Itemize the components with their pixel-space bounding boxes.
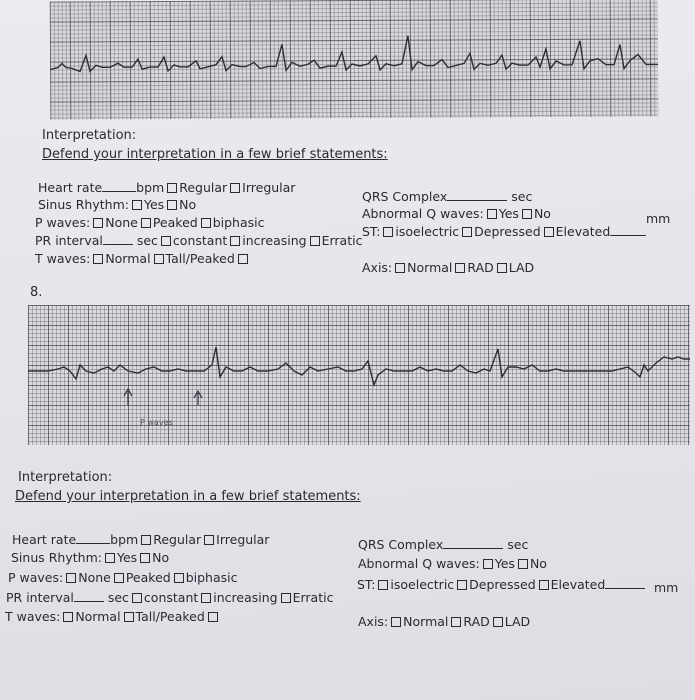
pr-interval-row: PR interval sec constant increasing Erratic <box>35 233 363 248</box>
st-mm-blank[interactable] <box>610 226 646 236</box>
qrs-blank[interactable] <box>447 191 507 201</box>
t-waves-row-2: T waves: Normal Tall/Peaked <box>5 609 220 624</box>
q-no-checkbox[interactable] <box>522 209 532 219</box>
q-yes-checkbox[interactable] <box>487 209 497 219</box>
defend-heading: Defend your interpretation in a few brief statements: <box>42 147 388 162</box>
st-row: ST: isoelectric Depressed Elevated <box>362 224 646 239</box>
axis-rad-checkbox-2[interactable] <box>451 617 461 627</box>
t-normal-checkbox[interactable] <box>93 254 103 264</box>
st-row-2: ST: isoelectric Depressed Elevated <box>357 577 645 592</box>
ecg-trace-bottom <box>28 305 690 445</box>
pr-increasing-checkbox[interactable] <box>230 236 240 246</box>
defend-heading-2: Defend your interpretation in a few brief statements: <box>15 489 361 504</box>
t-tall-checkbox[interactable] <box>154 254 164 264</box>
t-normal-checkbox-2[interactable] <box>63 612 73 622</box>
q-no-checkbox-2[interactable] <box>518 559 528 569</box>
pr-constant-checkbox-2[interactable] <box>132 593 142 603</box>
p-none-checkbox[interactable] <box>93 218 103 228</box>
qrs-row: QRS Complex sec <box>362 189 533 204</box>
axis-normal-checkbox[interactable] <box>395 263 405 273</box>
heart-rate-blank[interactable] <box>102 182 136 192</box>
pr-erratic-checkbox-2[interactable] <box>281 593 291 603</box>
qrs-row-2: QRS Complex sec <box>358 537 529 552</box>
axis-row-2: Axis: Normal RAD LAD <box>358 614 531 629</box>
ecg-strip-bottom <box>28 305 690 445</box>
regular-checkbox[interactable] <box>167 183 177 193</box>
heart-rate-row: Heart rate bpm Regular Irregular <box>38 180 296 195</box>
pr-interval-blank[interactable] <box>103 235 133 245</box>
p-biphasic-checkbox[interactable] <box>201 218 211 228</box>
q-yes-checkbox-2[interactable] <box>483 559 493 569</box>
st-isoelectric-checkbox[interactable] <box>383 227 393 237</box>
t-tall-checkbox-2[interactable] <box>124 612 134 622</box>
pr-constant-checkbox[interactable] <box>161 236 171 246</box>
sinus-no-checkbox-2[interactable] <box>140 553 150 563</box>
p-none-checkbox-2[interactable] <box>66 573 76 583</box>
abnormal-q-row: Abnormal Q waves: Yes No <box>362 206 551 221</box>
pr-interval-row-2: PR interval sec constant increasing Erratic <box>6 590 334 605</box>
p-biphasic-checkbox-2[interactable] <box>174 573 184 583</box>
p-waves-row: P waves: None Peaked biphasic <box>35 215 265 230</box>
t-other-checkbox[interactable] <box>238 254 248 264</box>
t-other-checkbox-2[interactable] <box>208 612 218 622</box>
abnormal-q-row-2: Abnormal Q waves: Yes No <box>358 556 547 571</box>
irregular-checkbox[interactable] <box>230 183 240 193</box>
sinus-rhythm-row: Sinus Rhythm: Yes No <box>38 197 197 212</box>
sinus-yes-checkbox[interactable] <box>132 200 142 210</box>
ecg-strip-top <box>50 0 659 120</box>
sinus-rhythm-row-2: Sinus Rhythm: Yes No <box>11 550 170 565</box>
st-mm-label-2: mm <box>654 580 679 595</box>
question-number: 8. <box>30 285 43 300</box>
heart-rate-row-2: Heart rate bpm Regular Irregular <box>12 532 270 547</box>
p-waves-annotation: P waves <box>140 418 173 427</box>
qrs-blank-2[interactable] <box>443 539 503 549</box>
pr-erratic-checkbox[interactable] <box>310 236 320 246</box>
p-peaked-checkbox-2[interactable] <box>114 573 124 583</box>
st-mm-blank-2[interactable] <box>605 579 645 589</box>
st-mm-label: mm <box>646 211 671 226</box>
axis-row: Axis: Normal RAD LAD <box>362 260 535 275</box>
heart-rate-blank-2[interactable] <box>76 534 110 544</box>
p-waves-row-2: P waves: None Peaked biphasic <box>8 570 238 585</box>
pr-increasing-checkbox-2[interactable] <box>201 593 211 603</box>
st-depressed-checkbox[interactable] <box>462 227 472 237</box>
sinus-no-checkbox[interactable] <box>167 200 177 210</box>
st-isoelectric-checkbox-2[interactable] <box>378 580 388 590</box>
interpretation-heading: Interpretation: <box>42 128 137 143</box>
t-waves-row: T waves: Normal Tall/Peaked <box>35 251 250 266</box>
st-depressed-checkbox-2[interactable] <box>457 580 467 590</box>
interpretation-heading-2: Interpretation: <box>18 470 113 485</box>
axis-lad-checkbox[interactable] <box>497 263 507 273</box>
axis-rad-checkbox[interactable] <box>455 263 465 273</box>
st-elevated-checkbox-2[interactable] <box>539 580 549 590</box>
irregular-checkbox-2[interactable] <box>204 535 214 545</box>
p-peaked-checkbox[interactable] <box>141 218 151 228</box>
regular-checkbox-2[interactable] <box>141 535 151 545</box>
sinus-yes-checkbox-2[interactable] <box>105 553 115 563</box>
ecg-trace-top <box>50 0 659 120</box>
axis-normal-checkbox-2[interactable] <box>391 617 401 627</box>
axis-lad-checkbox-2[interactable] <box>493 617 503 627</box>
st-elevated-checkbox[interactable] <box>544 227 554 237</box>
pr-interval-blank-2[interactable] <box>74 592 104 602</box>
